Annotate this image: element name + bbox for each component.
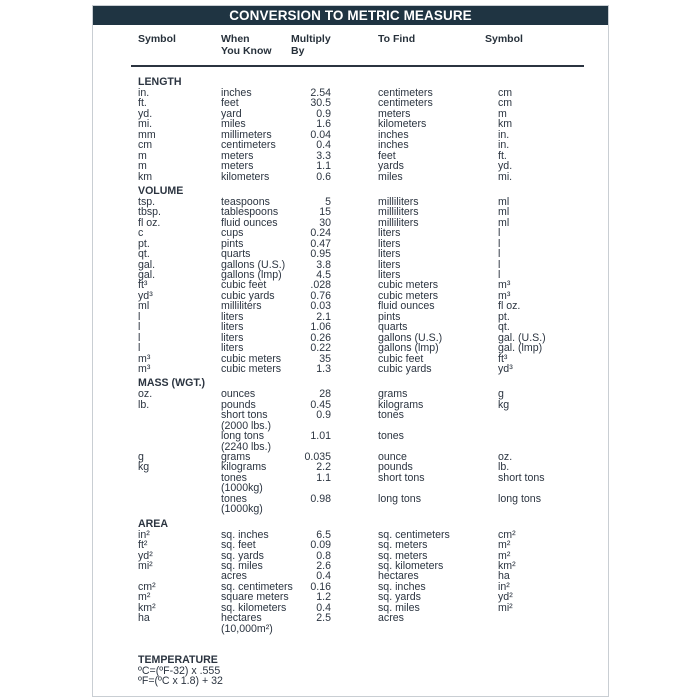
row-result-symbol: qt.	[498, 321, 510, 334]
row-when-you-know: cubic meters	[221, 362, 282, 375]
row-when-you-know: meters	[221, 160, 254, 173]
row-to-find: sq. centimeters	[378, 528, 450, 541]
row-symbol: yd.	[138, 107, 153, 120]
row-multiply-by: 30.5	[310, 97, 331, 110]
table-row	[93, 592, 608, 602]
row-symbol: ha	[138, 612, 150, 625]
row-to-find: liters	[378, 248, 401, 261]
row-when-you-know: gallons (U.S.)	[221, 258, 286, 271]
table-row	[93, 613, 608, 623]
row-result-symbol: pt.	[498, 310, 510, 323]
row-when-you-know: pints	[221, 237, 244, 250]
row-result-symbol: oz.	[498, 451, 513, 463]
row-to-find: cubic meters	[378, 279, 439, 292]
row-when-you-know: long tons	[221, 430, 264, 443]
table-row	[93, 312, 608, 322]
table-row	[93, 140, 608, 150]
row-multiply-by: 5	[325, 195, 331, 208]
row-when-you-know: short tons	[221, 409, 268, 422]
row-symbol: m³	[138, 362, 151, 375]
row-result-symbol: mi²	[498, 601, 513, 614]
row-when-you-know: sq. inches	[221, 528, 269, 541]
row-multiply-by: 0.4	[316, 570, 331, 583]
row-result-symbol: ft³	[498, 352, 508, 365]
row-result-symbol: l	[498, 248, 501, 261]
row-result-symbol: cm	[498, 87, 513, 99]
row-to-find: milliliters	[378, 206, 419, 219]
row-multiply-by: 1.1	[316, 471, 331, 484]
row-multiply-by: 0.16	[310, 580, 331, 593]
row-to-find: fluid ounces	[378, 300, 435, 313]
table-row	[93, 421, 608, 431]
row-when-you-know: (2000 lbs.)	[221, 419, 272, 432]
row-result-symbol: ml	[498, 195, 510, 208]
row-result-symbol: ft.	[498, 149, 507, 162]
row-result-symbol: km²	[498, 559, 516, 572]
table-row	[93, 228, 608, 238]
row-symbol: tsp.	[138, 195, 156, 208]
row-when-you-know: centimeters	[221, 139, 276, 152]
row-symbol: in.	[138, 87, 150, 99]
row-when-you-know: liters	[221, 331, 244, 344]
row-multiply-by: 0.04	[310, 128, 331, 141]
header-when-line2: You Know	[221, 45, 272, 57]
row-when-you-know: fluid ounces	[221, 216, 278, 229]
row-when-you-know: kilometers	[221, 170, 270, 183]
row-when-you-know: quarts	[221, 248, 251, 261]
row-multiply-by: 0.035	[304, 451, 331, 463]
section-heading: LENGTH	[138, 76, 182, 88]
row-when-you-know: teaspoons	[221, 195, 270, 208]
row-result-symbol: yd³	[498, 362, 513, 375]
table-row	[93, 561, 608, 571]
row-multiply-by: 0.4	[316, 139, 331, 152]
row-when-you-know: (1000kg)	[221, 503, 263, 516]
row-multiply-by: 0.9	[316, 409, 331, 422]
header-multiply-line2: By	[291, 45, 305, 57]
row-symbol: l	[138, 331, 141, 344]
row-to-find: cubic meters	[378, 289, 439, 302]
row-result-symbol: in²	[498, 580, 510, 593]
table-row	[93, 88, 608, 98]
row-to-find: sq. yards	[378, 591, 421, 604]
header-multiply-by	[291, 33, 331, 57]
header-symbol: Symbol	[138, 33, 176, 45]
temperature-formula-c: ºC=(ºF-32) x .555	[138, 664, 221, 677]
row-symbol: l	[138, 310, 141, 323]
row-when-you-know: cups	[221, 227, 244, 240]
table-row	[93, 603, 608, 613]
table-row	[93, 551, 608, 561]
row-to-find: sq. inches	[378, 580, 426, 593]
table-row	[93, 624, 608, 634]
row-when-you-know: acres	[221, 570, 247, 583]
row-to-find: short tons	[378, 471, 425, 484]
table-row	[93, 172, 608, 182]
row-symbol: m³	[138, 352, 151, 365]
table-row	[93, 410, 608, 420]
row-symbol: l	[138, 342, 141, 355]
row-when-you-know: miles	[221, 118, 246, 131]
table-row	[93, 494, 608, 504]
row-multiply-by: 0.6	[316, 170, 331, 183]
row-when-you-know: yard	[221, 107, 242, 120]
section-heading: AREA	[138, 517, 169, 530]
row-to-find: centimeters	[378, 97, 433, 110]
row-result-symbol: long tons	[498, 492, 541, 505]
row-to-find: sq. meters	[378, 549, 428, 562]
row-multiply-by: 0.09	[310, 539, 331, 552]
table-row	[93, 119, 608, 129]
row-multiply-by: 1.3	[316, 362, 331, 375]
row-symbol: pt.	[138, 237, 150, 250]
row-result-symbol: lb.	[498, 461, 510, 474]
table-row	[93, 571, 608, 581]
row-multiply-by: 0.47	[310, 237, 331, 250]
row-symbol: cm	[138, 139, 153, 152]
row-multiply-by: 1.2	[316, 591, 331, 604]
row-when-you-know: inches	[221, 87, 252, 99]
row-multiply-by: 0.98	[310, 492, 331, 505]
table-row	[93, 364, 608, 374]
row-to-find: yards	[378, 160, 404, 173]
row-multiply-by: 2.54	[310, 87, 331, 99]
row-when-you-know: cubic meters	[221, 352, 282, 365]
table-row	[93, 280, 608, 290]
row-symbol: oz.	[138, 388, 153, 401]
row-to-find: kilograms	[378, 398, 424, 411]
row-when-you-know: ounces	[221, 388, 256, 401]
row-to-find: miles	[378, 170, 403, 183]
table-row	[93, 582, 608, 592]
row-multiply-by: 0.45	[310, 398, 331, 411]
row-multiply-by: 3.3	[316, 149, 331, 162]
row-to-find: ounce	[378, 451, 407, 463]
row-to-find: cubic yards	[378, 362, 432, 375]
table-row	[93, 207, 608, 217]
row-to-find: pints	[378, 310, 401, 323]
row-to-find: kilometers	[378, 118, 427, 131]
row-multiply-by: 1.06	[310, 321, 331, 334]
table-row	[93, 161, 608, 171]
row-multiply-by: 0.8	[316, 549, 331, 562]
row-result-symbol: l	[498, 269, 501, 281]
table-row	[93, 473, 608, 483]
row-symbol: m	[138, 160, 147, 173]
table-row	[93, 400, 608, 410]
row-when-you-know: cubic yards	[221, 289, 275, 302]
row-to-find: long tons	[378, 492, 421, 505]
row-symbol: ft³	[138, 279, 148, 292]
table-row	[93, 239, 608, 249]
sheet-title: CONVERSION TO METRIC MEASURE	[93, 6, 608, 25]
row-when-you-know: pounds	[221, 398, 256, 411]
row-multiply-by: 35	[319, 352, 331, 365]
row-symbol: km²	[138, 601, 156, 614]
row-multiply-by: 30	[319, 216, 331, 229]
row-when-you-know: (1000kg)	[221, 482, 263, 495]
row-when-you-know: kilograms	[221, 461, 267, 474]
row-symbol: tbsp.	[138, 206, 161, 219]
row-multiply-by: 2.2	[316, 461, 331, 474]
row-result-symbol: kg	[498, 398, 510, 411]
row-multiply-by: 2.5	[316, 612, 331, 625]
row-symbol: mi²	[138, 559, 153, 572]
table-row	[93, 197, 608, 207]
row-to-find: grams	[378, 388, 408, 401]
row-when-you-know: meters	[221, 149, 254, 162]
row-symbol: qt.	[138, 248, 150, 261]
row-result-symbol: mi.	[498, 170, 513, 183]
row-multiply-by: 0.26	[310, 331, 331, 344]
row-symbol: cm²	[138, 580, 156, 593]
header-multiply-line1: Multiply	[291, 33, 331, 45]
row-result-symbol: m³	[498, 289, 511, 302]
row-when-you-know: sq. kilometers	[221, 601, 287, 614]
row-when-you-know: (10,000m²)	[221, 622, 273, 635]
row-symbol: ft.	[138, 97, 147, 110]
row-to-find: feet	[378, 149, 396, 162]
row-multiply-by: 6.5	[316, 528, 331, 541]
row-multiply-by: 28	[319, 388, 331, 401]
row-to-find: centimeters	[378, 87, 433, 99]
row-result-symbol: m	[498, 107, 507, 120]
table-row	[93, 442, 608, 452]
table-row	[93, 504, 608, 514]
row-to-find: gallons (lmp)	[378, 342, 439, 355]
row-multiply-by: 0.95	[310, 248, 331, 261]
row-result-symbol: m³	[498, 279, 511, 292]
row-symbol: mm	[138, 128, 156, 141]
row-to-find: pounds	[378, 461, 413, 474]
row-result-symbol: in.	[498, 128, 510, 141]
row-result-symbol: l	[498, 227, 501, 240]
table-row	[93, 291, 608, 301]
row-symbol: m²	[138, 591, 151, 604]
row-symbol: kg	[138, 461, 150, 474]
row-result-symbol: cm	[498, 97, 513, 110]
row-when-you-know: liters	[221, 342, 244, 355]
row-to-find: sq. meters	[378, 539, 428, 552]
table-row	[93, 270, 608, 280]
row-result-symbol: km	[498, 118, 513, 131]
table-row	[93, 389, 608, 399]
table-row	[93, 343, 608, 353]
row-to-find: inches	[378, 139, 409, 152]
table-row	[93, 98, 608, 108]
table-row	[93, 354, 608, 364]
row-to-find: sq. kilometers	[378, 559, 444, 572]
row-when-you-know: feet	[221, 97, 239, 110]
row-to-find: liters	[378, 258, 401, 271]
row-when-you-know: sq. centimeters	[221, 580, 293, 593]
row-to-find: quarts	[378, 321, 408, 334]
row-symbol: ft²	[138, 539, 148, 552]
row-to-find: inches	[378, 128, 409, 141]
temperature-heading: TEMPERATURE	[138, 654, 218, 666]
row-result-symbol: g	[498, 388, 504, 401]
row-when-you-know: cubic feet	[221, 279, 267, 292]
header-result-symbol: Symbol	[485, 33, 523, 45]
row-result-symbol: m²	[498, 539, 511, 552]
row-symbol: fl oz.	[138, 216, 161, 229]
row-multiply-by: 1.01	[310, 430, 331, 443]
row-symbol: ml	[138, 300, 150, 313]
row-to-find: meters	[378, 107, 411, 120]
row-when-you-know: tones	[221, 471, 247, 484]
row-multiply-by: 0.22	[310, 342, 331, 355]
row-symbol: c	[138, 227, 144, 240]
row-symbol: lb.	[138, 398, 150, 411]
row-multiply-by: 3.8	[316, 258, 331, 271]
table-row	[93, 151, 608, 161]
temperature-section	[138, 655, 223, 687]
table-row	[93, 431, 608, 441]
row-to-find: liters	[378, 237, 401, 250]
header-when-line1: When	[221, 33, 250, 45]
row-when-you-know: sq. feet	[221, 539, 256, 552]
section-heading: VOLUME	[138, 184, 184, 197]
table-row	[93, 530, 608, 540]
conversion-sheet	[92, 5, 609, 697]
row-when-you-know: millimeters	[221, 128, 272, 141]
row-result-symbol: ha	[498, 570, 510, 583]
row-multiply-by: 0.9	[316, 107, 331, 120]
row-symbol: in²	[138, 528, 150, 541]
row-to-find: liters	[378, 269, 401, 281]
row-multiply-by: 4.5	[316, 269, 331, 281]
conversion-table	[93, 76, 608, 634]
row-when-you-know: sq. miles	[221, 559, 263, 572]
section-heading: MASS (WGT.)	[138, 377, 206, 390]
table-row	[93, 218, 608, 228]
row-when-you-know: tones	[221, 492, 247, 505]
row-multiply-by: 1.6	[316, 118, 331, 131]
row-when-you-know: (2240 lbs.)	[221, 440, 272, 453]
row-result-symbol: gal. (lmp)	[498, 342, 543, 355]
row-symbol: gal.	[138, 258, 156, 271]
row-when-you-know: gallons (lmp)	[221, 269, 282, 281]
row-to-find: cubic feet	[378, 352, 424, 365]
row-symbol: m	[138, 149, 147, 162]
row-to-find: tones	[378, 409, 404, 422]
row-result-symbol: l	[498, 237, 501, 250]
row-result-symbol: gal. (U.S.)	[498, 331, 546, 344]
row-multiply-by: 2.6	[316, 559, 331, 572]
row-when-you-know: liters	[221, 321, 244, 334]
row-multiply-by: 0.03	[310, 300, 331, 313]
row-result-symbol: fl oz.	[498, 300, 521, 313]
row-result-symbol: yd.	[498, 160, 513, 173]
row-to-find: milliliters	[378, 216, 419, 229]
row-symbol: yd³	[138, 289, 153, 302]
table-row	[93, 301, 608, 311]
row-when-you-know: square meters	[221, 591, 289, 604]
row-result-symbol: m²	[498, 549, 511, 562]
row-to-find: tones	[378, 430, 404, 443]
row-when-you-know: sq. yards	[221, 549, 264, 562]
row-result-symbol: l	[498, 258, 501, 271]
row-multiply-by: 0.24	[310, 227, 331, 240]
row-to-find: sq. miles	[378, 601, 420, 614]
row-multiply-by: 2.1	[316, 310, 331, 323]
row-to-find: hectares	[378, 570, 419, 583]
row-to-find: liters	[378, 227, 401, 240]
table-row	[93, 249, 608, 259]
row-symbol: g	[138, 451, 144, 463]
header-divider	[131, 65, 584, 67]
row-multiply-by: 0.76	[310, 289, 331, 302]
row-result-symbol: in.	[498, 139, 510, 152]
row-to-find: milliliters	[378, 195, 419, 208]
row-symbol: km	[138, 170, 153, 183]
row-symbol: gal.	[138, 269, 156, 281]
row-when-you-know: milliliters	[221, 300, 262, 313]
row-when-you-know: tablespoons	[221, 206, 279, 219]
table-row	[93, 540, 608, 550]
row-symbol: yd²	[138, 549, 153, 562]
row-when-you-know: hectares	[221, 612, 262, 625]
temperature-formula-f: ºF=(ºC x 1.8) + 32	[138, 675, 223, 687]
row-to-find: acres	[378, 612, 404, 625]
row-multiply-by: 0.4	[316, 601, 331, 614]
row-multiply-by: 15	[319, 206, 331, 219]
row-when-you-know: grams	[221, 451, 251, 463]
row-multiply-by: .028	[310, 279, 331, 292]
row-result-symbol: cm²	[498, 528, 516, 541]
row-result-symbol: yd²	[498, 591, 513, 604]
table-row	[93, 260, 608, 270]
row-to-find: gallons (U.S.)	[378, 331, 443, 344]
header-when-you-know	[221, 33, 272, 57]
table-row	[93, 452, 608, 462]
row-symbol: mi.	[138, 118, 153, 131]
row-symbol: l	[138, 321, 141, 334]
row-result-symbol: short tons	[498, 471, 545, 484]
row-result-symbol: ml	[498, 216, 510, 229]
row-when-you-know: liters	[221, 310, 244, 323]
header-to-find: To Find	[378, 33, 416, 45]
row-multiply-by: 1.1	[316, 160, 331, 173]
table-row	[93, 109, 608, 119]
row-result-symbol: ml	[498, 206, 510, 219]
table-row	[93, 130, 608, 140]
